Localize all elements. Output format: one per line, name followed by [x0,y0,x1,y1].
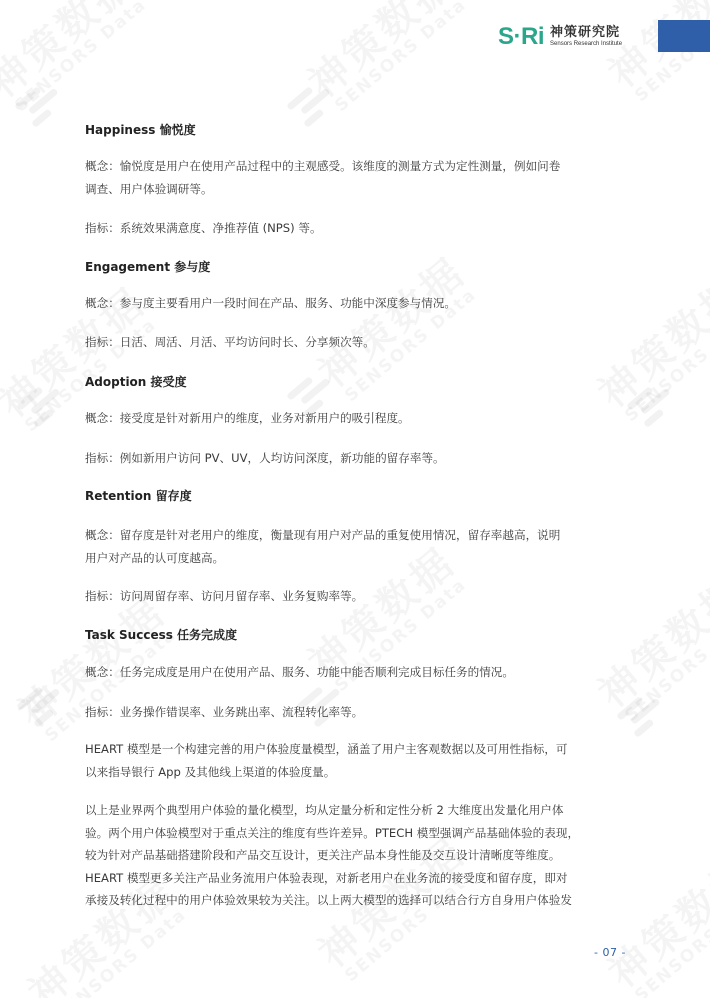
watermark [0,0,155,119]
corner-accent-tab [658,20,710,52]
section-heading-engagement: Engagement 参与度 [85,260,211,274]
watermark [311,250,484,409]
watermark-logo-icon [281,71,343,133]
section-heading-retention: Retention 留存度 [85,489,192,503]
watermark [601,0,710,109]
logo-title-en: Sensors Research Institute [550,40,623,47]
watermark-logo-icon [11,671,73,733]
watermark [301,0,474,119]
task-success-metric: 指标：业务操作错误率、业务跳出率、流程转化率等。 [85,705,364,719]
section-heading-happiness: Happiness 愉悦度 [85,123,196,137]
header-logo [498,24,622,50]
engagement-metric: 指标：日活、周活、月活、平均访问时长、分享频次等。 [85,335,375,349]
section-heading-task-success: Task Success 任务完成度 [85,628,238,642]
retention-concept: 概念：留存度是针对老用户的维度，衡量现有用户对产品的重复使用情况，留存率越高，说明 用户对产品的认可度越高。 [85,528,561,565]
sri-logo-mark: S·Ri [498,23,545,50]
retention-metric: 指标：访问周留存率、访问月留存率、业务复购率等。 [85,589,364,603]
happiness-metric: 指标：系统效果满意度、净推荐值 (NPS) 等。 [85,221,322,235]
engagement-concept: 概念：参与度主要看用户一段时间在产品、服务、功能中深度参与情况。 [85,296,457,310]
logo-text [550,26,622,49]
task-success-concept: 概念：任务完成度是用户在使用产品、服务、功能中能否顺利完成目标任务的情况。 [85,665,514,679]
conclusion-paragraph: 以上是业界两个典型用户体验的量化模型，均从定量分析和定性分析 2 大维度出发量化用户体 验。两个用户体验模型对于重点关注的维度有些许差异。PTECH 模型强调产品基础体验的表现， 较为针对产品基础搭建阶段和产品交互设计，更关注产品本身性能及交互设计清晰度等维度。 HEART 模型更多关注产品业务流用户体验表现，对新老用户在业务流的接受度和留存度，即对 承接及转化过程中的用户体验效果较为关注。以上两大模型的选择可以结合行方自身用户体验发 [85,803,580,907]
happiness-concept: 概念：愉悦度是用户在使用产品过程中的主观感受。该维度的测量方式为定性测量，例如问卷 调查、用户体验调研等。 [85,159,561,196]
adoption-metric: 指标：例如新用户访问 PV、UV，人均访问深度，新功能的留存率等。 [85,451,445,465]
watermark-logo-icon [11,371,73,433]
page-number: - 07 - [594,946,626,959]
watermark-logo-icon [9,71,71,133]
section-heading-adoption: Adoption 接受度 [85,375,187,389]
heart-summary-paragraph: HEART 模型是一个构建完善的用户体验度量模型，涵盖了用户主客观数据以及可用性指标，可 以来指导银行 App 及其他线上渠道的体验度量。 [85,742,568,779]
logo-title-cn: 神策研究院 [550,24,621,40]
watermark-logo-icon [621,371,683,433]
adoption-concept: 概念：接受度是针对新用户的维度，业务对新用户的吸引程度。 [85,411,410,425]
